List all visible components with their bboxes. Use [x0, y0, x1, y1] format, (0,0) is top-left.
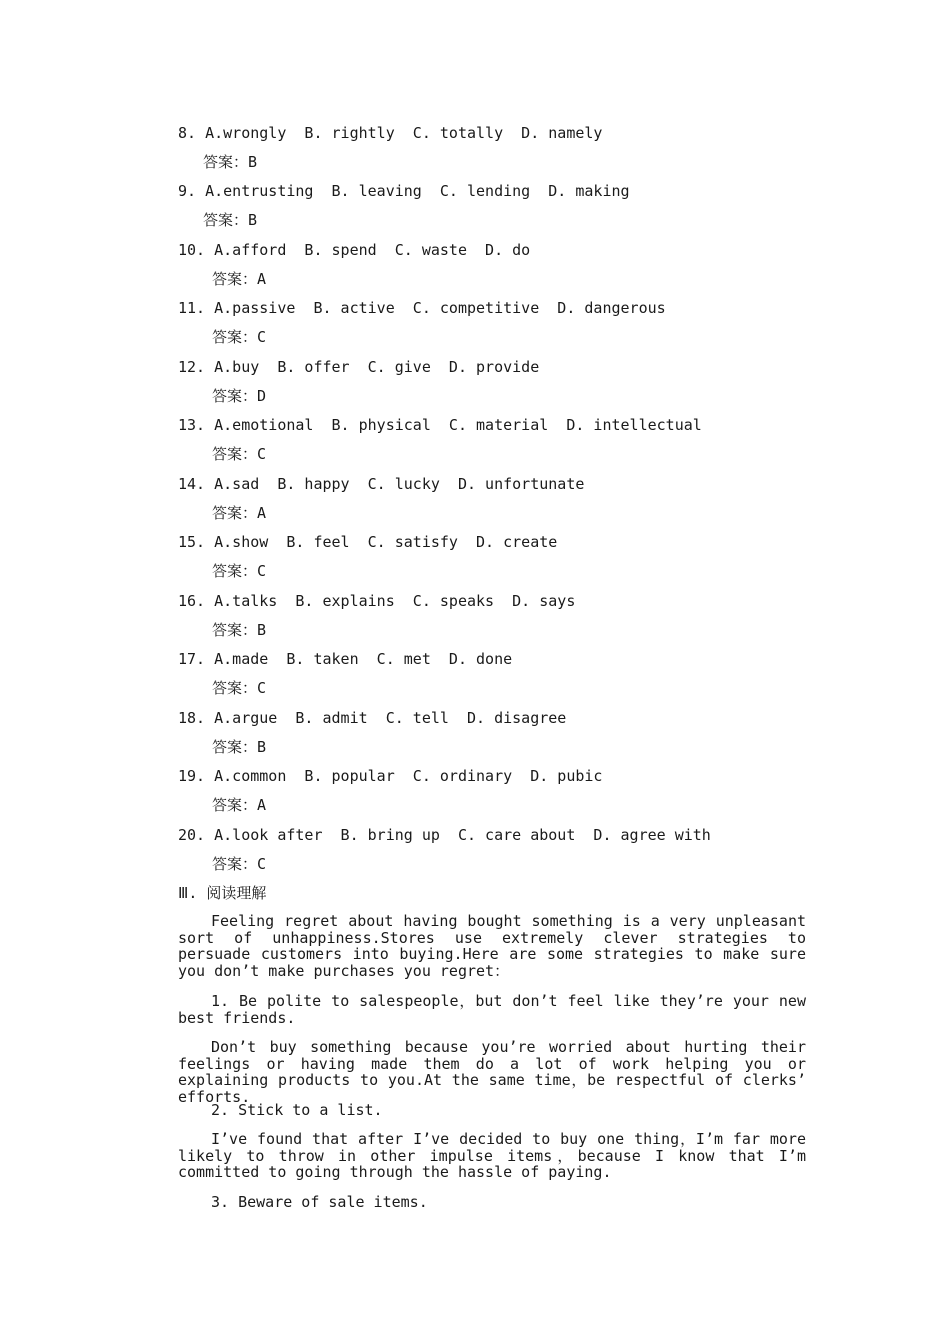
answer-15: 答案：C: [212, 562, 267, 580]
answer-18: 答案：B: [212, 738, 267, 756]
question-18: 18. A.argue B. admit C. tell D. disagree: [178, 709, 567, 727]
reading-paragraph-tip-2-detail: I’ve found that after I’ve decided to buy one thing，I’m far more likely to throw in other impulse items，because I know that I’m committed to going through the hassle of paying.: [178, 1130, 806, 1181]
reading-paragraph-intro: Feeling regret about having bought something is a very unpleasant sort of unhappiness.Stores use extremely clever strategies to persuade customers into buying.Here are some strategies to make sure you don’t make purchases you regret：: [178, 912, 806, 980]
reading-tip-3: 3. Beware of sale items.: [211, 1193, 428, 1211]
answer-8: 答案：B: [203, 153, 258, 171]
question-10: 10. A.afford B. spend C. waste D. do: [178, 241, 531, 259]
answer-17: 答案：C: [212, 679, 267, 697]
question-11: 11. A.passive B. active C. competitive D. dangerous: [178, 299, 666, 317]
reading-tip-2: 2. Stick to a list.: [211, 1101, 383, 1119]
answer-9: 答案：B: [203, 211, 258, 229]
answer-13: 答案：C: [212, 445, 267, 463]
question-17: 17. A.made B. taken C. met D. done: [178, 650, 513, 668]
reading-tip-1: 1. Be polite to salespeople，but don’t feel like they’re your new best friends.: [178, 992, 806, 1027]
question-16: 16. A.talks B. explains C. speaks D. says: [178, 592, 576, 610]
question-9: 9. A.entrusting B. leaving C. lending D. making: [178, 182, 630, 200]
reading-paragraph-tip-1-detail: Don’t buy something because you’re worried about hurting their feelings or having made them do a lot of work helping you or explaining products to you.At the same time，be respectful of clerks’ efforts.: [178, 1038, 806, 1106]
answer-14: 答案：A: [212, 504, 267, 522]
question-14: 14. A.sad B. happy C. lucky D. unfortunate: [178, 475, 585, 493]
question-13: 13. A.emotional B. physical C. material D. intellectual: [178, 416, 702, 434]
question-20: 20. A.look after B. bring up C. care about D. agree with: [178, 826, 711, 844]
question-8: 8. A.wrongly B. rightly C. totally D. namely: [178, 124, 603, 142]
answer-12: 答案：D: [212, 387, 267, 405]
section-heading: Ⅲ. 阅读理解: [178, 884, 267, 902]
answer-10: 答案：A: [212, 270, 267, 288]
answer-19: 答案：A: [212, 796, 267, 814]
question-12: 12. A.buy B. offer C. give D. provide: [178, 358, 540, 376]
question-19: 19. A.common B. popular C. ordinary D. pubic: [178, 767, 603, 785]
answer-16: 答案：B: [212, 621, 267, 639]
answer-20: 答案：C: [212, 855, 267, 873]
answer-11: 答案：C: [212, 328, 267, 346]
question-15: 15. A.show B. feel C. satisfy D. create: [178, 533, 558, 551]
